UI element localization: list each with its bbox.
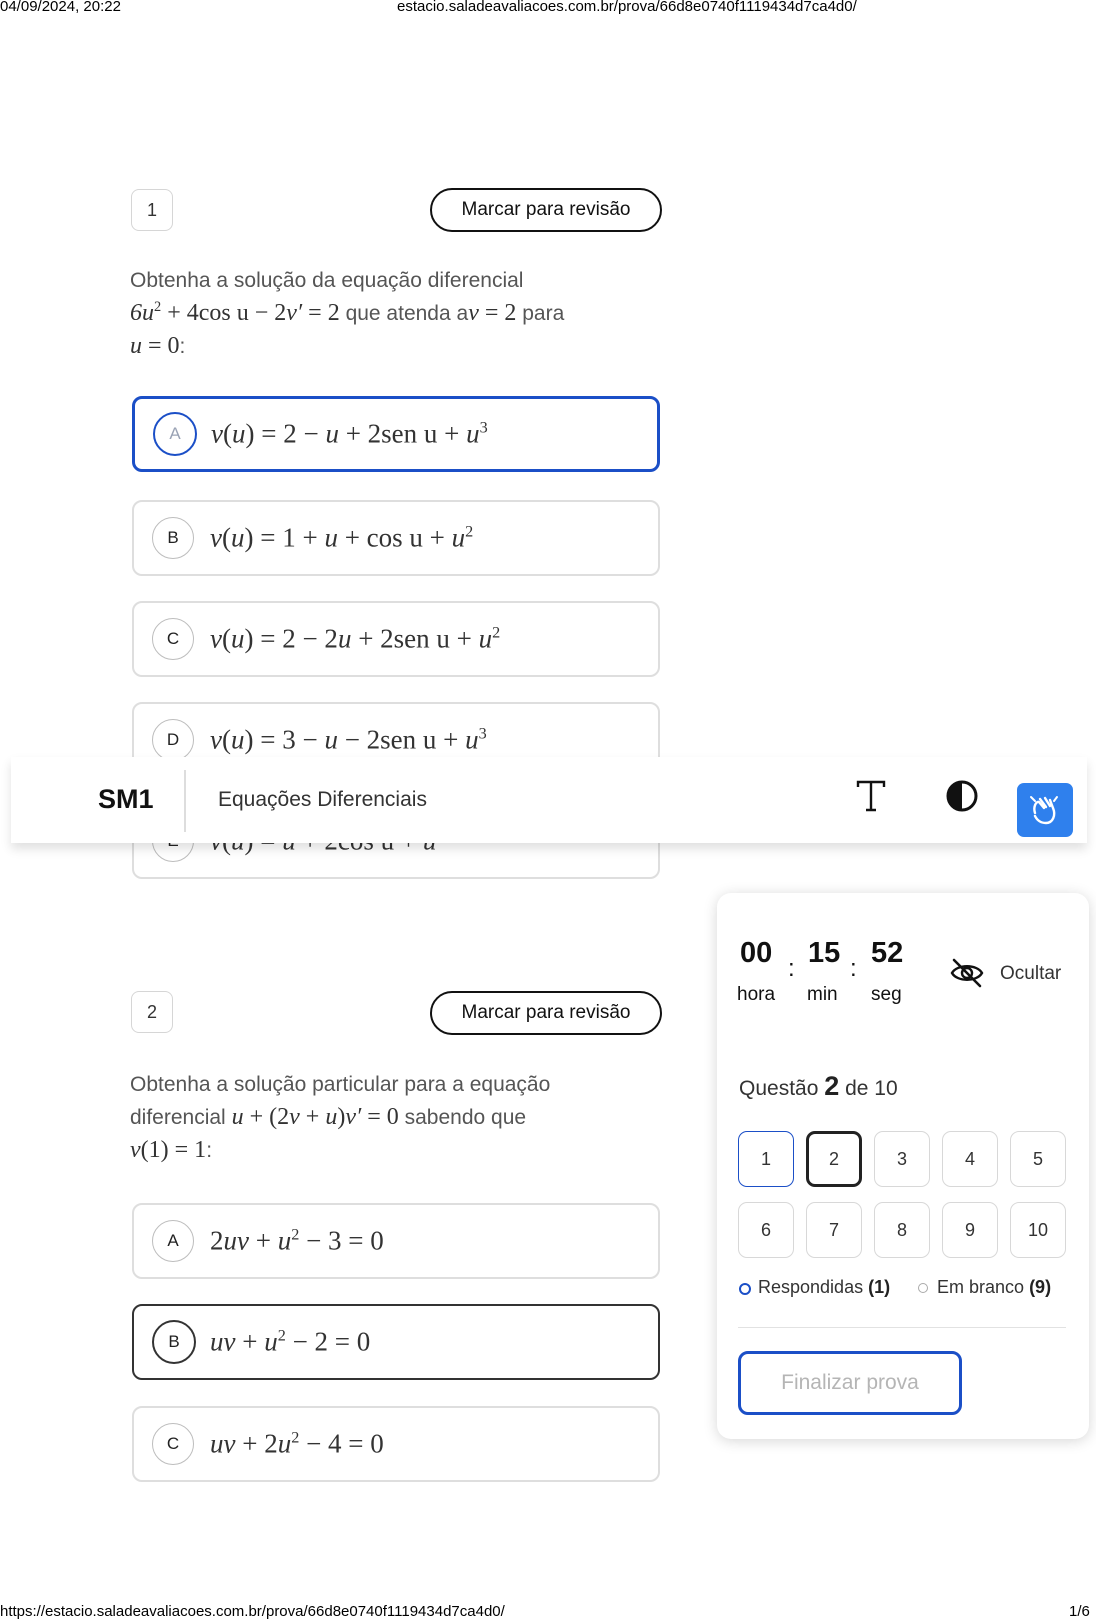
timer-hours: 00 xyxy=(740,937,773,969)
eye-off-icon[interactable] xyxy=(949,955,985,991)
option-expression: v(u) = 2 − u + 2sen $u + u^3$ xyxy=(211,418,488,449)
timer-seconds: 52 xyxy=(871,937,904,969)
option-expression: $v(u) = 1 + u + \cos u + u^2$ xyxy=(210,522,474,553)
question-2-line-2: diferencial u + (2v + u)v′ = 0 sabendo que xyxy=(130,1104,527,1130)
q2-option-a[interactable] xyxy=(132,1203,660,1279)
exam-header-bar xyxy=(11,757,1087,843)
nav-question-2[interactable]: 2 xyxy=(806,1131,862,1187)
option-expression: uv + $2u^2 - 4 = 0$ xyxy=(210,1428,384,1459)
text-size-icon[interactable] xyxy=(855,779,887,813)
option-letter: B xyxy=(152,517,194,559)
print-datetime: 04/09/2024, 20:22 xyxy=(0,0,121,15)
timer-separator: : xyxy=(850,955,857,982)
option-letter: C xyxy=(152,1423,194,1465)
timer-hours-label: hora xyxy=(737,984,776,1005)
timer-seconds-label: seg xyxy=(871,984,902,1005)
nav-question-10[interactable]: 10 xyxy=(1010,1202,1066,1258)
subject-title: Equações Diferenciais xyxy=(218,788,427,811)
sign-language-icon[interactable] xyxy=(1017,783,1073,837)
question-1-line-1: Obtenha a solução da equação diferencial xyxy=(130,269,524,292)
option-letter: A xyxy=(152,1220,194,1262)
progress-indicator: Questão 2 de 10 xyxy=(739,1071,898,1101)
option-expression: uv + $u^2 - 2 = 0$ xyxy=(210,1326,371,1357)
timer-minutes-label: min xyxy=(807,984,838,1005)
blank-legend: Em branco (9) xyxy=(937,1277,1052,1297)
nav-question-9[interactable]: 9 xyxy=(942,1202,998,1258)
panel-divider xyxy=(738,1327,1066,1328)
blank-legend-dot xyxy=(918,1283,928,1293)
option-letter: C xyxy=(152,618,194,660)
nav-question-6[interactable]: 6 xyxy=(738,1202,794,1258)
answered-legend-dot xyxy=(739,1283,751,1295)
question-number: 2 xyxy=(131,991,173,1033)
timer-separator: : xyxy=(788,955,795,982)
question-2-text xyxy=(130,1068,650,1167)
print-footer-url: https://estacio.saladeavaliacoes.com.br/prova/66d8e0740f1119434d7ca4d0/ xyxy=(0,1603,505,1620)
nav-question-5[interactable]: 5 xyxy=(1010,1131,1066,1187)
option-letter: A xyxy=(153,412,197,456)
question-1-line-2: $6u^2 + 4\cos$ u − 2v′ = 2 que atenda av = 2 para xyxy=(130,299,565,326)
course-code: SM1 xyxy=(98,784,154,814)
question-2-line-3: v(1) = 1: xyxy=(130,1137,213,1163)
contrast-icon[interactable] xyxy=(945,779,979,813)
nav-question-4[interactable]: 4 xyxy=(942,1131,998,1187)
q2-option-b[interactable] xyxy=(132,1304,660,1380)
exam-status-panel xyxy=(717,893,1089,1439)
hide-timer-button[interactable]: Ocultar xyxy=(1000,963,1062,984)
mark-for-review-button[interactable]: Marcar para revisão xyxy=(430,991,662,1035)
nav-question-1[interactable]: 1 xyxy=(738,1131,794,1187)
option-expression: $2uv + u^2 - 3 = 0$ xyxy=(210,1225,384,1256)
option-letter: D xyxy=(152,719,194,761)
option-expression: v(u) = 2 − 2u + 2sen $u + u^2$ xyxy=(210,623,501,654)
nav-question-3[interactable]: 3 xyxy=(874,1131,930,1187)
mark-for-review-button[interactable]: Marcar para revisão xyxy=(430,188,662,232)
question-1-line-3: u = 0: xyxy=(130,333,186,359)
nav-question-8[interactable]: 8 xyxy=(874,1202,930,1258)
answered-legend: Respondidas (1) xyxy=(758,1277,891,1297)
question-1-text xyxy=(130,264,650,363)
q1-option-b[interactable] xyxy=(132,500,660,576)
nav-question-7[interactable]: 7 xyxy=(806,1202,862,1258)
print-page-number: 1/6 xyxy=(1069,1603,1090,1620)
header-divider xyxy=(184,770,186,832)
question-2-line-1: Obtenha a solução particular para a equação xyxy=(130,1073,551,1096)
question-number: 1 xyxy=(131,189,173,231)
option-expression: v(u) = 3 − u − 2sen $u + u^3$ xyxy=(210,724,487,755)
timer-minutes: 15 xyxy=(808,937,841,969)
option-letter: B xyxy=(152,1320,196,1364)
q2-option-c[interactable] xyxy=(132,1406,660,1482)
q1-option-a[interactable] xyxy=(132,396,660,472)
q1-option-c[interactable] xyxy=(132,601,660,677)
print-url: estacio.saladeavaliacoes.com.br/prova/66d8e0740f1119434d7ca4d0/ xyxy=(397,0,857,15)
finish-exam-button[interactable]: Finalizar prova xyxy=(738,1351,962,1415)
